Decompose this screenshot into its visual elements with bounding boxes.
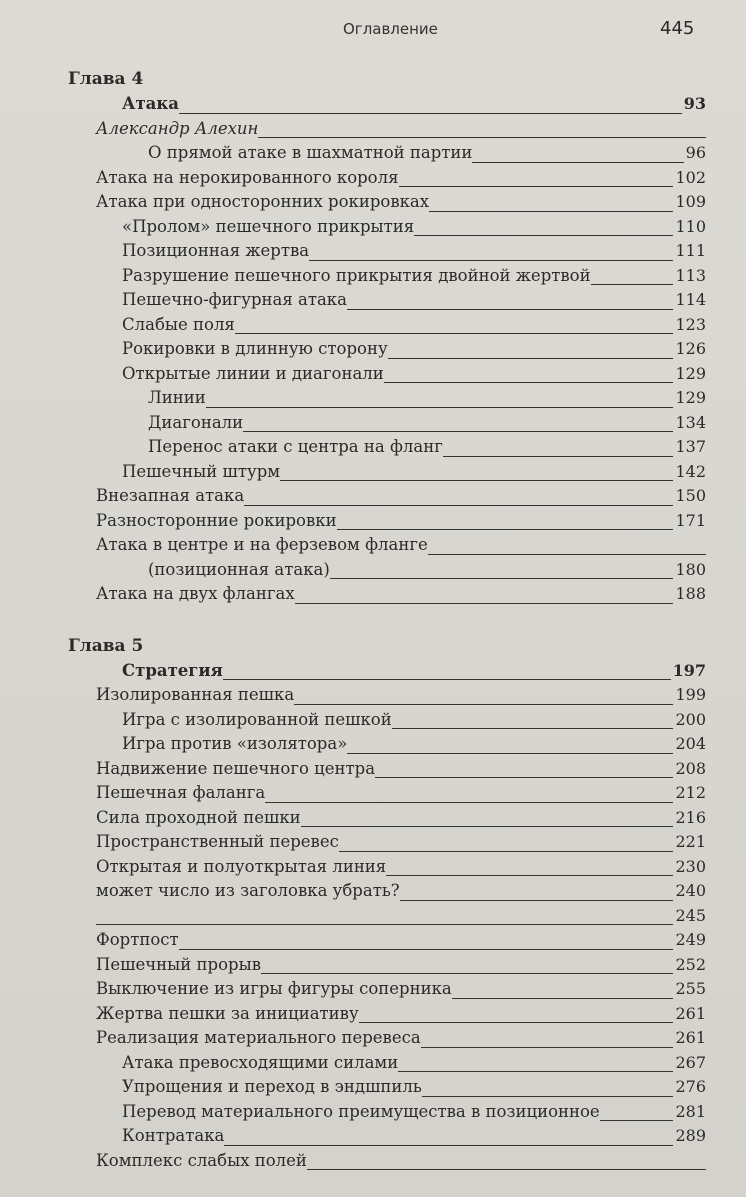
leader-rule [414,235,673,236]
leader-rule [452,998,673,999]
toc-entry-title: Линии [148,388,206,407]
leader-rule [244,505,673,506]
toc-entry-title: Комплекс слабых полей [96,1150,307,1170]
leader-rule [339,851,673,852]
toc-entry-title: Атака на двух флангах [96,584,295,603]
toc-entry[interactable] [66,1026,706,1051]
toc-entry-page: 129 [675,388,706,407]
toc-entry[interactable] [66,435,706,460]
leader-rule [206,407,673,408]
toc-entry-title: Фортпост [96,930,179,949]
leader-rule [399,186,673,187]
leader-rule [179,949,673,950]
toc-entry-page: 245 [675,905,706,925]
toc-entry[interactable] [66,1051,706,1076]
leader-rule [472,162,684,163]
toc-entry-title: Александр Алехин [96,118,259,138]
toc-entry-page: 212 [675,783,706,802]
leader-rule [428,554,706,555]
leader-rule [384,382,673,383]
toc-entry-page: 249 [675,930,706,949]
toc-entry-title: Атака на нерокированного короля [96,167,399,187]
leader-rule [307,1169,706,1170]
toc-entry[interactable] [66,386,706,411]
toc-entry[interactable] [66,190,706,215]
toc-entry-title: Пешечный штурм [122,461,281,481]
toc-entry[interactable] [66,582,706,607]
leader-rule [261,973,673,974]
toc-entry-title: Изолированная пешка [96,685,295,704]
toc-entry-page: 281 [675,1101,706,1121]
toc-entry-title: «Пролом» пешечного прикрытия [122,216,415,236]
leader-rule [392,728,673,729]
toc-entry-page: 267 [675,1052,706,1072]
toc-entry-page: 137 [675,437,706,456]
toc-entry-title: Разносторонние рокировки [96,510,337,530]
leader-rule [375,777,673,778]
toc-entry[interactable] [66,264,706,289]
leader-rule [243,431,673,432]
toc-entry-title: Пешечный прорыв [96,954,262,974]
toc-entry-title: Атака превосходящими силами [122,1052,399,1072]
toc-entry-title: Перевод материального преимущества в позиционное [122,1101,600,1121]
leader-rule [429,211,673,212]
leader-rule [295,603,673,604]
toc-entry[interactable] [66,288,706,313]
toc-entry[interactable] [66,92,706,117]
toc-entry-page: 255 [675,979,706,998]
toc-entry-page: 204 [675,734,706,753]
toc-entry-page: 208 [675,758,706,778]
toc-entry-page: 111 [675,241,706,260]
leader-rule [294,704,673,705]
leader-rule [337,529,673,530]
toc-entry[interactable] [66,337,706,362]
toc-entry-title: Сила проходной пешки [96,807,301,827]
toc-entry[interactable] [66,1075,706,1100]
toc-entry-page: 216 [675,807,706,827]
toc-entry[interactable] [66,1100,706,1125]
toc-entry[interactable] [66,830,706,855]
toc-entry-page: 261 [675,1003,706,1023]
toc-entry[interactable] [66,806,706,831]
toc-entry[interactable] [66,732,706,757]
leader-rule [96,924,673,925]
toc-entry-page: 126 [675,339,706,358]
leader-rule [347,753,673,754]
leader-rule [386,875,673,876]
toc-entry-title: Пространственный перевес [96,832,339,851]
toc-entry-title: Игра с изолированной пешкой [122,709,392,729]
toc-entry-page: 134 [675,412,706,432]
leader-rule [443,456,673,457]
toc-entry-title: может число из заголовка убрать? [96,881,400,900]
toc-entry-title: Жертва пешки за инициативу [96,1003,359,1023]
toc-entry-page: 150 [675,486,706,505]
toc-entry-title: Открытые линии и диагонали [122,363,384,383]
leader-rule [591,284,673,285]
toc-entry[interactable] [66,117,706,142]
toc-entry-page: 188 [675,584,706,603]
toc-entry[interactable] [66,928,706,953]
leader-rule [235,333,673,334]
toc-entry-page: 261 [675,1028,706,1047]
toc-entry-title: Пешечно-фигурная атака [122,290,347,309]
chapter-heading: Глава 4 [68,69,144,89]
toc-entry[interactable] [66,1124,706,1149]
leader-rule [422,1096,673,1097]
leader-rule [301,826,673,827]
toc-entry-title: Диагонали [148,412,244,432]
leader-rule [280,480,673,481]
toc-entry-page: 114 [675,290,706,309]
toc-entry-page: 276 [675,1077,706,1096]
toc-entry[interactable] [66,313,706,338]
leader-rule [400,900,673,901]
toc-entry-page: 197 [672,660,706,680]
leader-rule [398,1071,673,1072]
toc-entry-title: Открытая и полуоткрытая линия [96,856,387,876]
chapter-heading: Глава 5 [68,635,144,656]
toc-entry-title: Внезапная атака [96,486,245,505]
toc-entry-title: Перенос атаки с центра на фланг [148,437,443,456]
leader-rule [600,1120,673,1121]
toc-entry[interactable] [66,659,706,684]
toc-entry-page: 252 [675,954,706,974]
toc-entry[interactable] [66,362,706,387]
toc-entry-title: Надвижение пешечного центра [96,758,376,778]
page-number: 445 [660,18,695,39]
toc-entry-page: 199 [675,685,706,704]
leader-rule [421,1047,673,1048]
toc-entry-title: Упрощения и переход в эндшпиль [122,1077,422,1096]
running-title: Оглавление [343,20,438,38]
toc-entry[interactable] [66,215,706,240]
leader-rule [258,137,706,138]
toc-entry[interactable] [66,855,706,880]
toc-entry[interactable] [66,904,706,929]
toc-entry[interactable] [66,879,706,904]
toc-entry-title: Разрушение пешечного прикрытия двойной жертвой [122,265,591,285]
toc-entry-title: Игра против «изолятора» [122,734,348,753]
toc-entry-page: 110 [675,216,706,236]
toc-entry[interactable] [66,781,706,806]
toc-entry-page: 171 [675,510,706,530]
toc-entry[interactable] [66,977,706,1002]
toc-entry-page: 230 [675,856,706,876]
toc-entry-page: 113 [675,265,706,285]
toc-entry-title: Пешечная фаланга [96,783,266,802]
toc-entry[interactable] [66,708,706,733]
toc-entry[interactable] [66,1002,706,1027]
toc-entry-title: Атака [122,94,179,113]
toc-entry[interactable] [66,533,706,558]
toc-entry[interactable] [66,558,706,583]
toc-entry-title: Контратака [122,1126,225,1145]
toc-entry-title: Стратегия [122,660,223,680]
toc-entry-title: О прямой атаке в шахматной партии [148,143,473,162]
toc-entry-title: Реализация материального перевеса [96,1028,421,1047]
toc-entry-page: 96 [685,143,706,162]
toc-entry[interactable] [66,1149,706,1174]
toc-entry[interactable] [66,953,706,978]
toc-entry-page: 200 [675,709,706,729]
chapter-spacer [66,607,706,633]
toc-entry-title: Атака в центре и на ферзевом фланге [96,535,428,554]
toc-entry-title: Атака при односторонних рокировках [96,192,430,211]
toc-entry-page: 289 [675,1126,706,1145]
table-of-contents [66,66,706,1173]
toc-entry-title: Слабые поля [122,314,235,334]
toc-entry[interactable] [66,484,706,509]
toc-entry-page: 180 [675,559,706,579]
leader-rule [330,578,673,579]
toc-entry-page: 142 [675,461,706,481]
toc-entry[interactable] [66,683,706,708]
leader-rule [223,679,671,680]
toc-entry[interactable] [66,757,706,782]
toc-entry-page: 93 [683,94,706,113]
toc-entry-page: 240 [675,881,706,900]
toc-entry-page: 102 [675,167,706,187]
leader-rule [179,113,682,114]
leader-rule [224,1145,673,1146]
toc-entry-page: 129 [675,363,706,383]
toc-entry-title: Выключение из игры фигуры соперника [96,979,452,998]
toc-entry-page: 109 [675,192,706,211]
toc-entry[interactable] [66,411,706,436]
toc-entry-title: (позиционная атака) [148,559,330,579]
toc-entry[interactable] [66,239,706,264]
toc-entry[interactable] [66,166,706,191]
toc-entry-page: 123 [675,314,706,334]
toc-entry-page: 221 [675,832,706,851]
leader-rule [347,309,673,310]
toc-entry-title: Рокировки в длинную сторону [122,339,388,358]
leader-rule [388,358,673,359]
leader-rule [265,802,673,803]
toc-entry[interactable] [66,460,706,485]
leader-rule [359,1022,673,1023]
toc-entry-title: Позиционная жертва [122,241,310,260]
page-header [0,18,746,48]
toc-entry[interactable] [66,141,706,166]
toc-entry[interactable] [66,509,706,534]
leader-rule [309,260,673,261]
